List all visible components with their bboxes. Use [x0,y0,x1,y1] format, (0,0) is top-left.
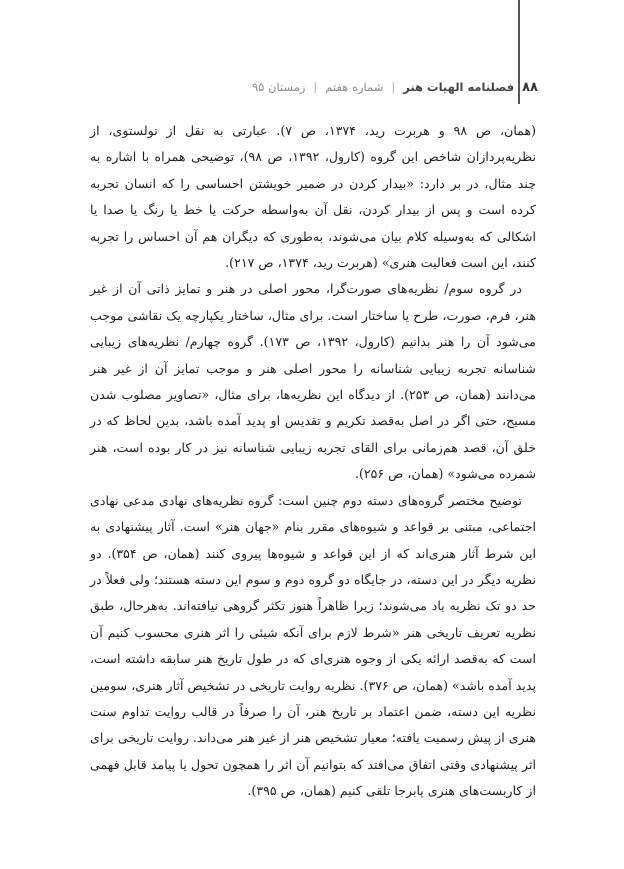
paragraph: توضیح مختصر گروه‌های دسته دوم چنین است: گروه نظریه‌های نهادی مدعی نهادی اجتماعی، مبتنی بر قواعد و شیوه‌های مقرر بنام «جهان هنر» است. آثار پیشنهادی به این شرط آثار هنری‌اند که از این قواعد و شیوه‌ها پیروی کنند (همان، ص ۳۵۴). دو نظریه دیگر در این دسته، در جایگاه دو گروه دوم و سوم این دسته هستند؛ ولی فعلاً در حد دو تک نظریه یاد می‌شوند؛ زیرا ظاهراً هنوز تکثر گروهی نیافته‌اند. به‌هرحال، طبق نظریه تعریف تاریخی هنر «شرط لازم برای آنکه شیئی را اثر هنری محسوب کنیم آن است که به‌قصد ارائه یکی از وجوه هنری‌ای که در طول تاریخ هنر سابقه داشته است، پدید آمده باشد» (همان، ص ۳۷۶). نظریه روایت تاریخی در تشخیص آثار هنری، سومین نظریه این دسته، ضمن اعتماد بر تاریخ هنر، آن را صرفاً در قالب روایت تداوم سنت هنری از پیش رسمیت یافته؛ معیار تشخیص هنر از غیر هنر می‌داند. روایت تاریخی برای اثر پیشنهادی وقتی اتفاق می‌افتد که بتوانیم آن اثر را همچون تحول یا پیامد قابل فهمی از کاربست‌های هنری پابرجا تلقی کنیم (همان، ص ۳۹۵). [90,492,536,799]
issue-label: شماره هفتم [325,80,384,94]
running-header [120,76,538,98]
journal-title: فصلنامه الهیات هنر [403,80,515,94]
paragraph: (همان، ص ۹۸ و هربرت رید، ۱۳۷۴، ص ۷). عبارتی به نقل از تولستوی، از نظریه‌پردازان شاخص این گروه (کارول، ۱۳۹۲، ص ۹۸)، توضیحی همراه با اشاره به چند مثال، در بر دارد: «بیدار کردن در ضمیر خویشتن احساسی را که انسان تجربه کرده است و پس از بیدار کردن، نقل آن به‌واسطه حرکت یا خط یا رنگ یا صدا یا اشکالی که به‌وسیله کلام بیان می‌شوند، به‌طوری که دیگران هم آن احساس را تجربه کنند، این است فعالیت هنری» (هربرت رید، ۱۳۷۴، ص ۲۱۷). [90,123,537,271]
page-number: ۸۸ [522,79,538,95]
header-separator: | [391,80,396,94]
body-text [90,118,536,805]
paragraph: در گروه سوم/ نظریه‌های صورت‌گرا، محور اصلی در هنر و تمایز ذاتی آن از غیر هنر، فرم، صورت، طرح یا ساختار است. برای مثال، ساختار یکپارچه یک نقاشی موجب می‌شود آن را هنر بدانیم (کارول، ۱۳۹۲، ص ۱۷۳). گروه چهارم/ نظریه‌های زیبایی شناسانه تجربه زیبایی شناسانه را محور اصلی هنر و موجب تمایز آن از غیر هنر می‌دانند (همان، ص ۲۵۳). از دیدگاه این نظریه‌ها، برای مثال، «تصاویر مصلوب شدن مسیح، حتی اگر در اصل به‌قصد تکریم و تقدیس او پدید آمده باشد، بدین لحاظ که در خلق آن، قصد هم‌زمانی برای القای تجربه زیبایی شناسانه نیز در کار بوده است، هنر شمرده می‌شود» (همان، ص ۲۵۶). [90,281,537,482]
season-label: زمستان ۹۵ [252,80,306,94]
header-separator: | [313,80,318,94]
